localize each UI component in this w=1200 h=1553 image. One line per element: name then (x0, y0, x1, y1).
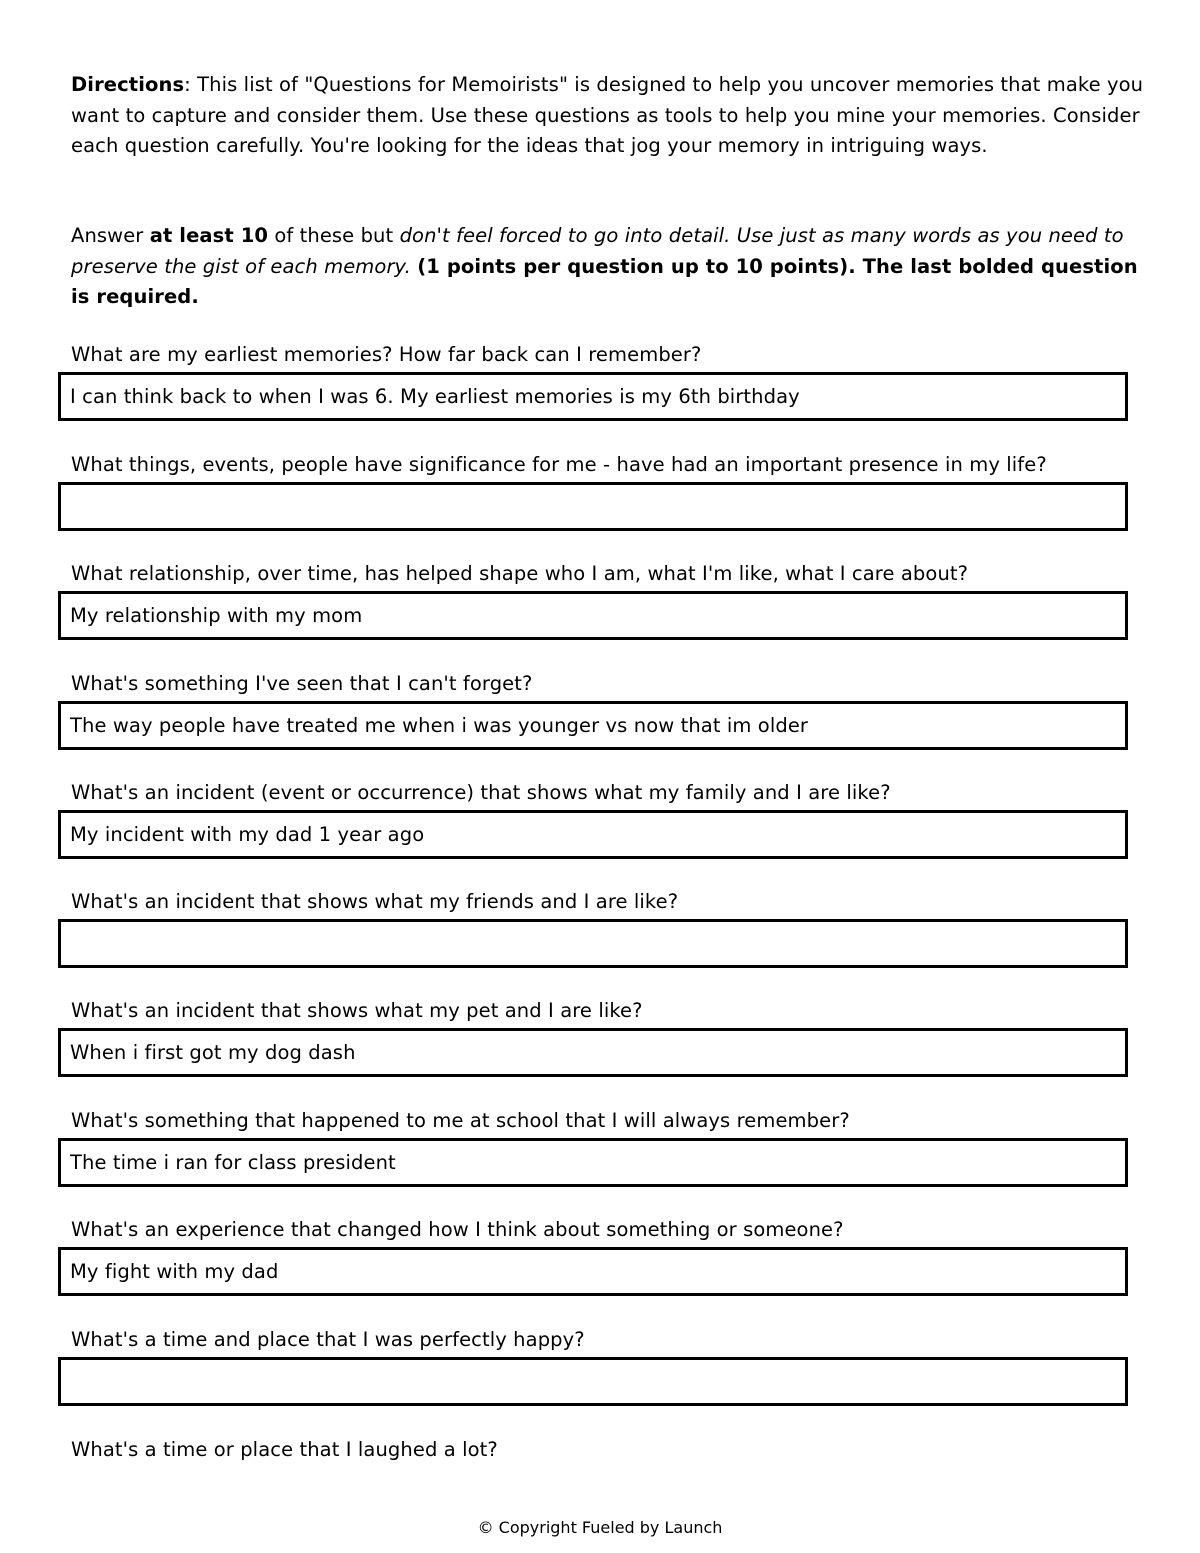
question-label-6: What's an incident that shows what my friends and I are like? (71, 890, 679, 913)
question-label-10: What's a time and place that I was perfectly happy? (71, 1328, 585, 1351)
question-label-5: What's an incident (event or occurrence) that shows what my family and I are like? (71, 781, 891, 804)
copyright-footer: © Copyright Fueled by Launch (477, 1518, 723, 1537)
question-label-2: What things, events, people have significance for me - have had an important presence in my life? (71, 453, 1047, 476)
question-label-9: What's an experience that changed how I think about something or someone? (71, 1218, 844, 1241)
question-label-4: What's something I've seen that I can't forget? (71, 672, 533, 695)
instructions-text: Answer (71, 224, 150, 247)
instructions-italic: don't feel forced to go into detail. Use just as many words as you need to preserve the gist of each memory. (71, 224, 1124, 278)
question-label-3: What relationship, over time, has helped shape who I am, what I'm like, what I care about? (71, 562, 969, 585)
instructions-text: of these but (268, 224, 400, 247)
answer-field-10[interactable] (58, 1357, 1128, 1406)
answer-field-9[interactable] (58, 1247, 1128, 1296)
answer-field-6[interactable] (58, 919, 1128, 968)
instructions-paragraph (71, 221, 1146, 313)
instructions-bold-minimum: at least 10 (149, 224, 269, 247)
answer-field-7[interactable] (58, 1028, 1128, 1077)
instructions-bold-points: (1 points per question up to 10 points). The last bolded question is required. (71, 254, 1138, 308)
directions-paragraph (71, 70, 1146, 162)
question-label-1: What are my earliest memories? How far back can I remember? (71, 343, 702, 366)
answer-field-2[interactable] (58, 482, 1128, 531)
directions-text: : This list of "Questions for Memoirists" is designed to help you uncover memories that make you want to capture and consider them. Use these questions as tools to help you mine your memories. Consider each question carefully. You're looking for the ideas that jog your memory in intriguing ways. (71, 73, 1144, 157)
answer-field-8[interactable] (58, 1138, 1128, 1187)
question-label-8: What's something that happened to me at school that I will always remember? (71, 1109, 850, 1132)
question-label-11: What's a time or place that I laughed a lot? (71, 1438, 498, 1461)
answer-field-1[interactable] (58, 372, 1128, 421)
answer-field-3[interactable] (58, 591, 1128, 640)
question-label-7: What's an incident that shows what my pet and I are like? (71, 999, 643, 1022)
directions-label: Directions (71, 73, 185, 96)
answer-field-4[interactable] (58, 701, 1128, 750)
answer-field-5[interactable] (58, 810, 1128, 859)
